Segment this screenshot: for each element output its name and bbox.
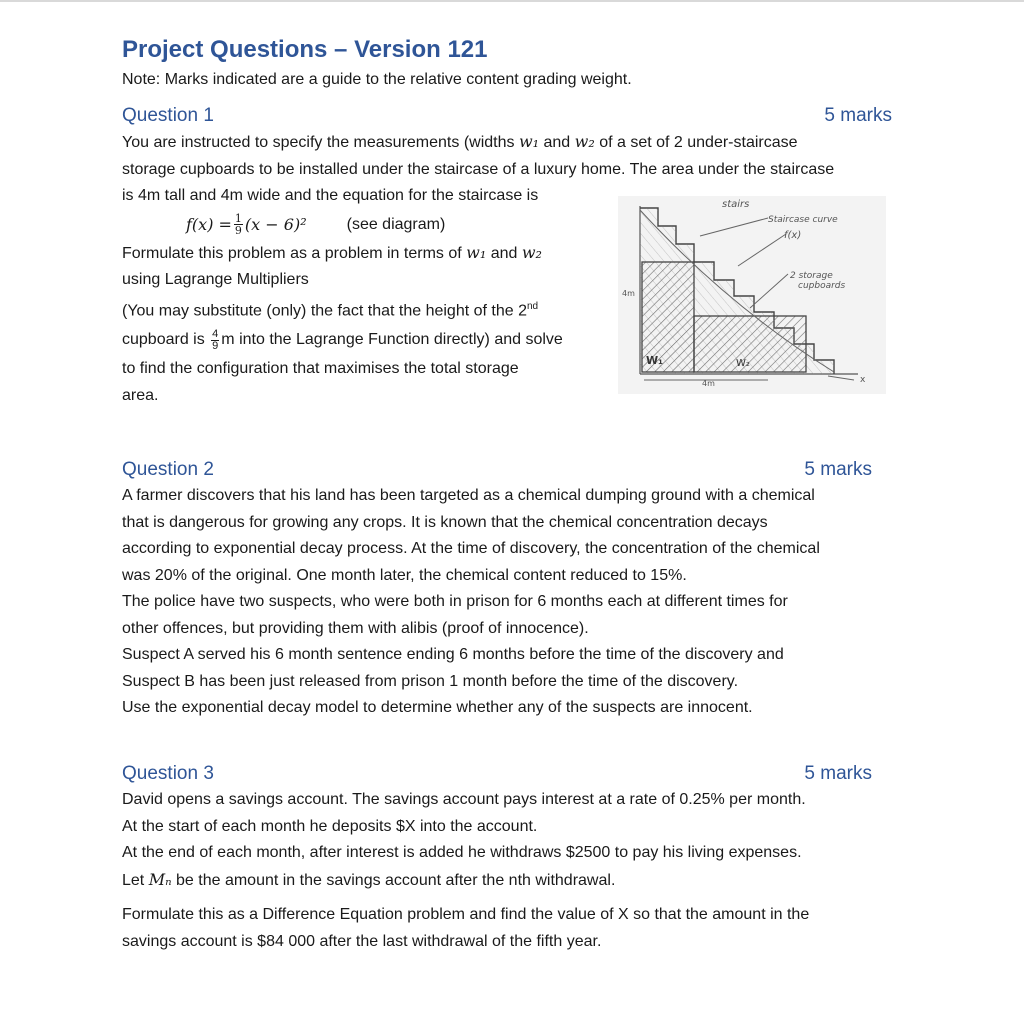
- w2-symbol: w₂: [574, 132, 595, 151]
- q1-text: and: [539, 134, 575, 151]
- staircase-sketch: [618, 196, 886, 394]
- fraction-denominator: 9: [234, 224, 242, 237]
- q2-line: according to exponential decay process. At the time of discovery, the concentration of the chemical: [122, 540, 820, 557]
- question-1-label: Question 1: [122, 105, 214, 126]
- top-border: [0, 0, 1024, 2]
- q1-text: cupboard is: [122, 331, 210, 349]
- see-diagram-note: (see diagram): [346, 215, 446, 233]
- label-height-4m: 4m: [622, 289, 635, 298]
- q1-text: (You may substitute (only) the fact that the height of the 2: [122, 301, 527, 319]
- label-storage: 2 storage: [790, 271, 833, 281]
- mn-symbol: Mₙ: [148, 869, 172, 889]
- grading-note: Note: Marks indicated are a guide to the relative content grading weight.: [122, 71, 632, 88]
- question-2: [122, 457, 872, 722]
- stairs-arrow: [700, 218, 768, 236]
- label-w2: W₂: [736, 358, 750, 369]
- question-2-label: Question 2: [122, 459, 214, 480]
- q1-cupboard: [122, 324, 602, 356]
- q2-line: A farmer discovers that his land has been targeted as a chemical dumping ground with a chemical: [122, 487, 815, 504]
- q3-line: David opens a savings account. The savings account pays interest at a rate of 0.25% per month.: [122, 791, 806, 808]
- q2-line: Suspect A served his 6 month sentence ending 6 months before the time of the discovery and: [122, 646, 784, 663]
- w1-symbol: w₁: [466, 242, 487, 262]
- question-3-label: Question 3: [122, 763, 214, 784]
- q2-line: that is dangerous for growing any crops. It is known that the chemical concentration decays: [122, 513, 768, 531]
- q3-formulate: savings account is $84 000 after the last withdrawal of the fifth year.: [122, 932, 602, 950]
- q1-text: Formulate this problem as a problem in terms of: [122, 244, 467, 262]
- superscript: nd: [526, 300, 539, 312]
- label-x: x: [860, 375, 866, 385]
- label-staircase-curve: Staircase curve: [768, 215, 838, 225]
- cupboard-height-fraction: [211, 329, 219, 352]
- question-3-marks: 5 marks: [804, 763, 872, 784]
- q3-formulate: Formulate this as a Difference Equation problem and find the value of X so that the amount in the: [122, 906, 810, 923]
- q1-lagrange: using Lagrange Multipliers: [122, 271, 309, 288]
- question-2-marks: 5 marks: [804, 459, 872, 480]
- q1-text: You are instructed to specify the measurements (widths: [122, 134, 519, 151]
- q1-line-2: storage cupboards to be installed under the staircase of a luxury home. The area under the staircase: [122, 160, 835, 178]
- q1-text: and: [486, 244, 522, 262]
- storage-arrow: [750, 274, 788, 308]
- w1-symbol: w₁: [518, 132, 540, 151]
- staircase-diagram: [618, 196, 886, 394]
- question-3-header: [122, 761, 872, 787]
- label-stairs: stairs: [722, 199, 750, 210]
- label-cupboards: cupboards: [798, 281, 846, 291]
- q2-line: Suspect B has been just released from prison 1 month before the time of the discovery.: [122, 672, 739, 690]
- equation-lhs: f(x) =: [186, 214, 232, 234]
- cupboard-2: [694, 316, 806, 372]
- q3-line: At the start of each month he deposits $X into the account.: [122, 817, 538, 835]
- w2-symbol: w₂: [521, 242, 542, 262]
- q1-find: to find the configuration that maximises the total storage: [122, 360, 519, 378]
- q1-line-3: is 4m tall and 4m wide and the equation for the staircase is: [122, 187, 539, 204]
- q2-line: Use the exponential decay model to determine whether any of the suspects are innocent.: [122, 699, 753, 716]
- x-arrow: [828, 376, 854, 380]
- q1-text: m into the Lagrange Function directly) and solve: [221, 331, 563, 349]
- fraction-numerator: 1: [234, 212, 242, 225]
- q1-line-1: [122, 129, 892, 157]
- q3-text: be the amount in the savings account after the nth withdrawal.: [171, 871, 616, 889]
- label-width-4m: 4m: [702, 379, 715, 388]
- equation-rhs: (x − 6)²: [244, 214, 307, 234]
- q1-substitute: [122, 294, 602, 325]
- q1-formulate: [122, 240, 602, 268]
- question-1-header: [122, 103, 892, 129]
- fraction-numerator: 4: [212, 327, 219, 340]
- q2-line: The police have two suspects, who were both in prison for 6 months each at different times for: [122, 593, 788, 610]
- q3-let: [122, 867, 872, 895]
- q3-text: Let: [122, 871, 149, 889]
- fraction-denominator: 9: [212, 339, 219, 352]
- curve-arrow: [738, 234, 786, 266]
- equation-fraction: [234, 213, 243, 236]
- page-title: Project Questions – Version 121: [122, 36, 488, 63]
- label-w1: W₁: [646, 354, 663, 367]
- question-3: [122, 761, 872, 955]
- question-2-header: [122, 457, 872, 483]
- label-fx: f(x): [784, 230, 802, 241]
- q2-line: was 20% of the original. One month later, the chemical content reduced to 15%.: [122, 566, 687, 584]
- q1-area: area.: [122, 386, 159, 404]
- q1-text: of a set of 2 under-staircase: [594, 134, 798, 151]
- q2-line: other offences, but providing them with alibis (proof of innocence).: [122, 619, 589, 637]
- q3-line: At the end of each month, after interest is added he withdraws $2500 to pay his living expenses.: [122, 844, 802, 861]
- question-1-marks: 5 marks: [824, 105, 892, 126]
